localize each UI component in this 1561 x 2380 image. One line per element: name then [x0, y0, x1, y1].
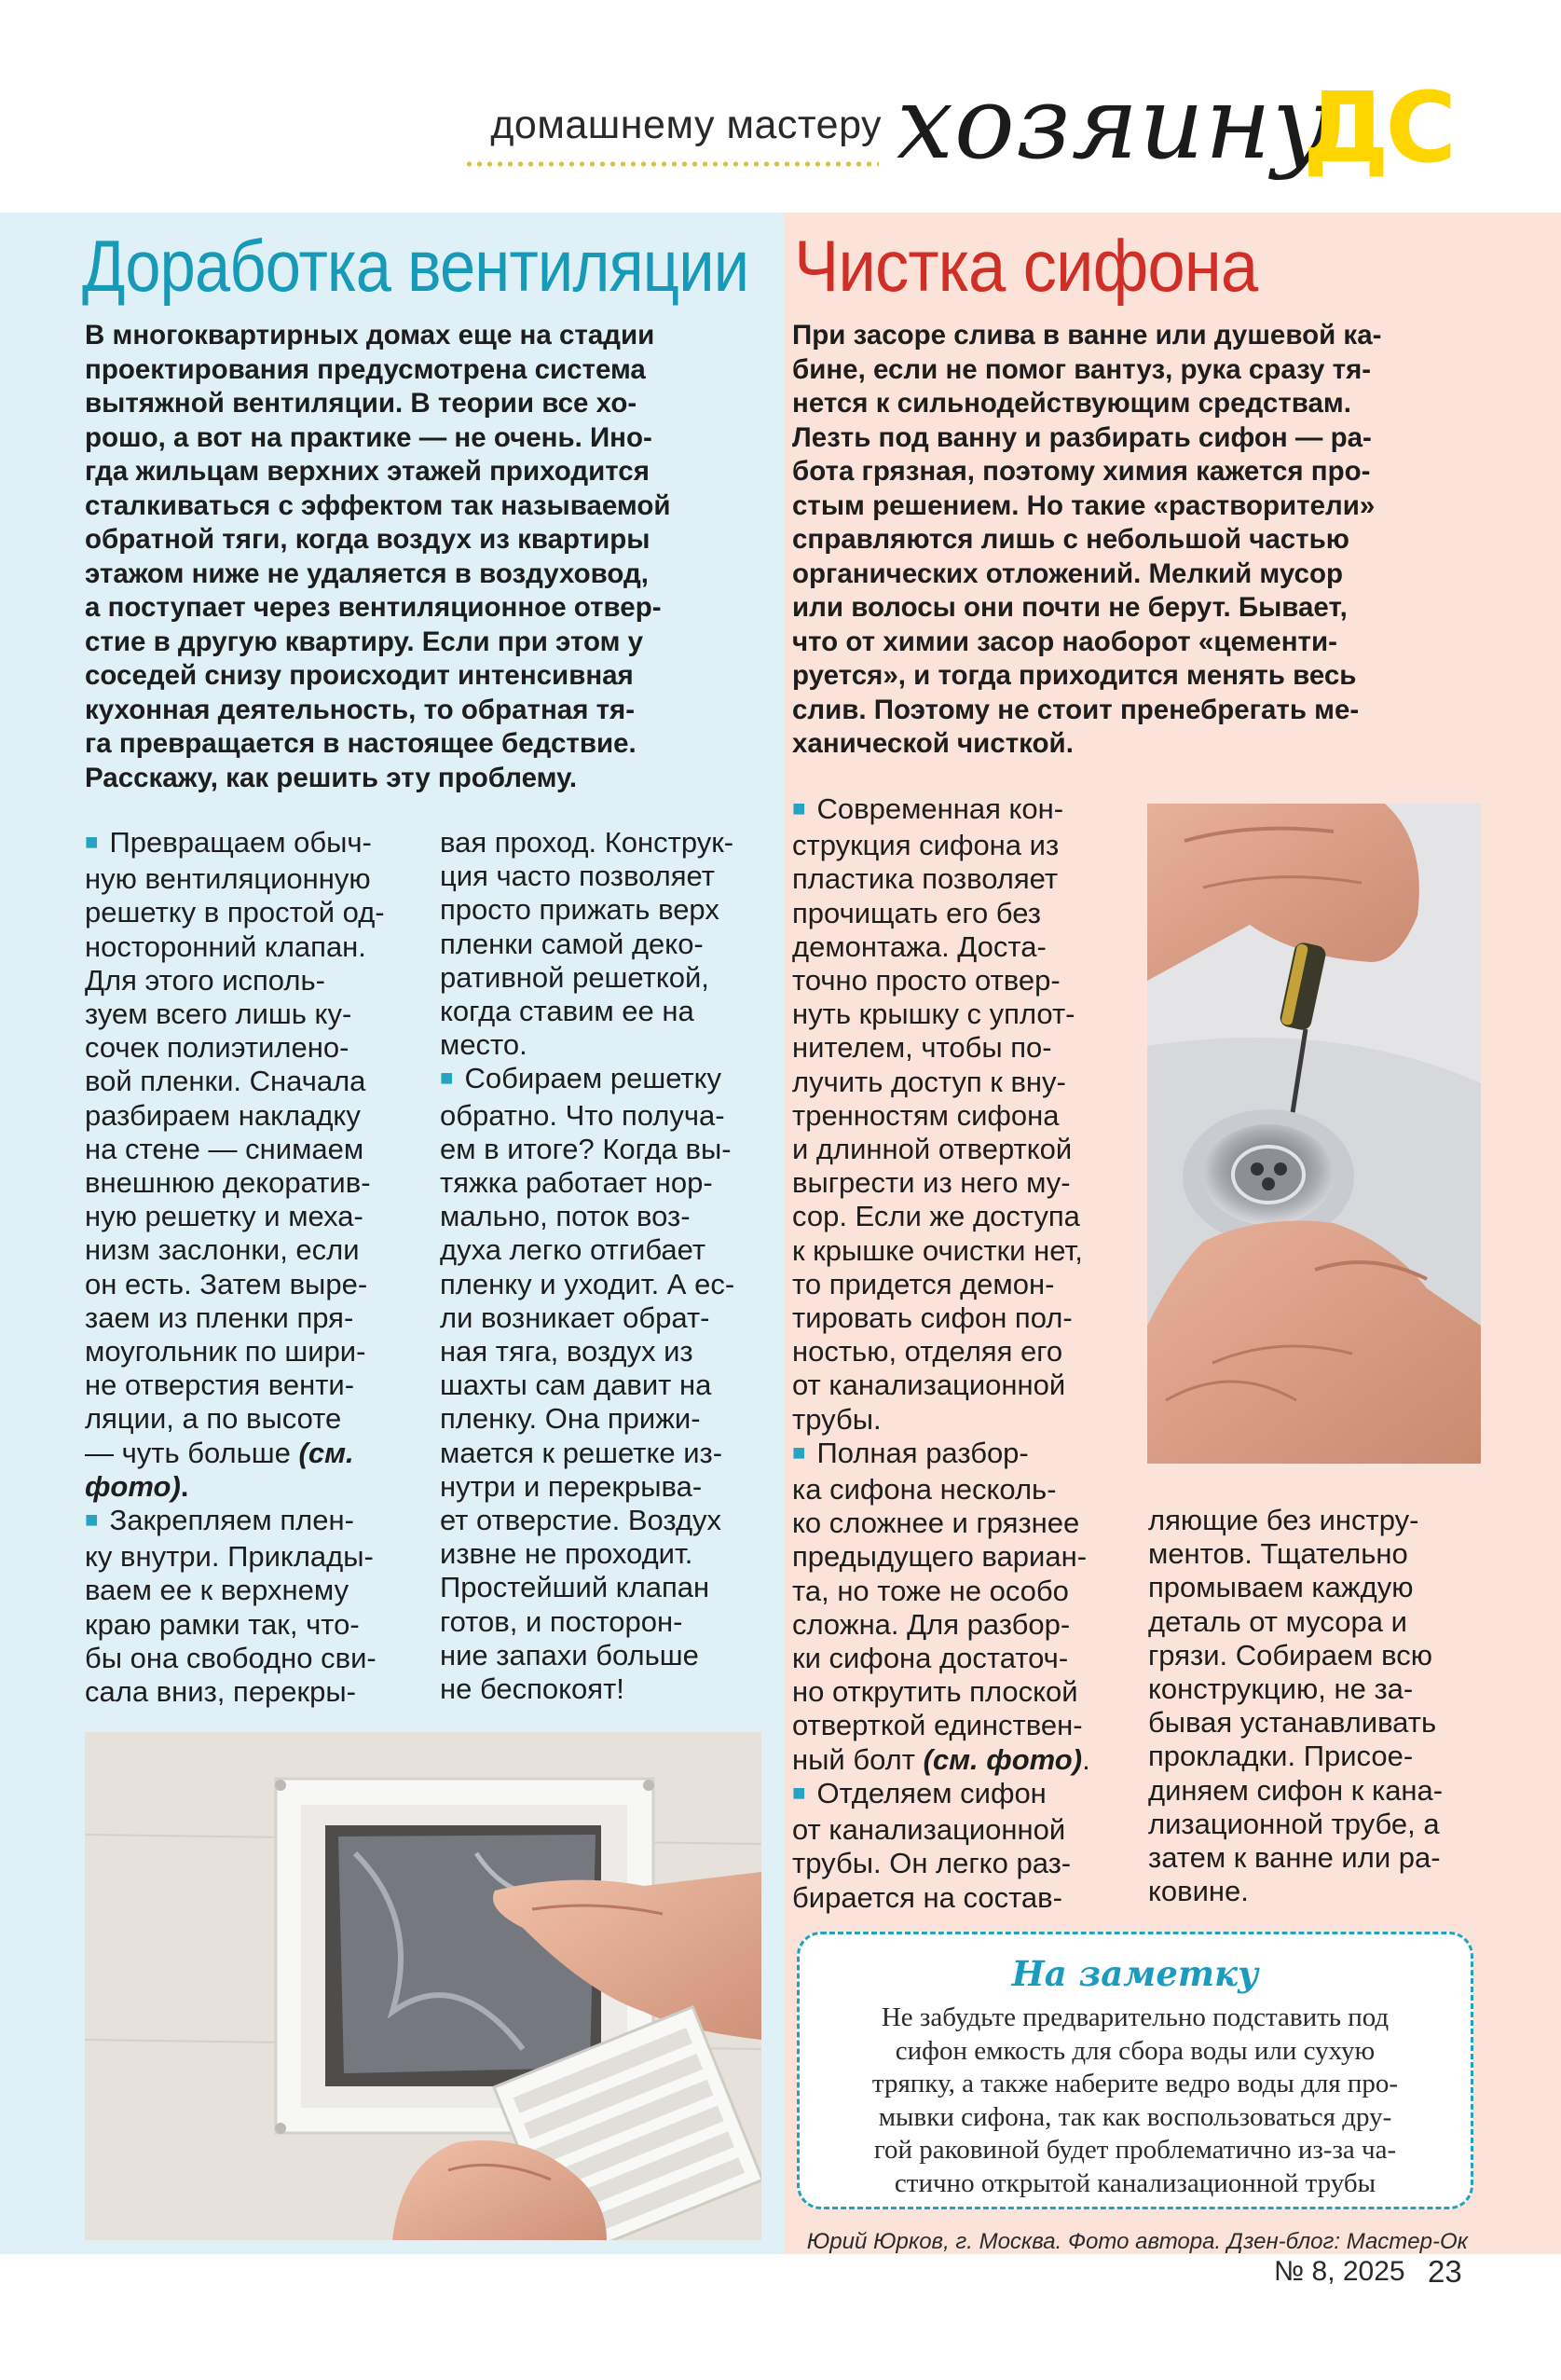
body-line: пленку. Она прижи- — [440, 1402, 701, 1436]
body-line: бы она свободно сви- — [85, 1641, 377, 1674]
body-line: ка сифона несколь- — [792, 1473, 1057, 1506]
body-line: лучить доступ к вну- — [792, 1065, 1066, 1098]
lead-line: или волосы они почти не берут. Бывает, — [792, 592, 1348, 623]
body-line: извне не проходит. — [440, 1537, 693, 1571]
body-line: и длинной отверткой — [792, 1133, 1073, 1166]
lead-line: а поступает через вентиляционное отвер- — [85, 592, 662, 623]
body-line: грязи. Собираем всю — [1148, 1638, 1432, 1672]
square-bullet-icon: ■ — [85, 830, 99, 855]
body-line: пластика позволяет — [792, 862, 1059, 896]
lead-line: Расскажу, как решить эту проблему. — [85, 762, 578, 793]
tip-line: гой раковиной будет проблематично из-за ча- — [873, 2135, 1397, 2165]
lead-line: бота грязная, поэтому химия кажется про- — [792, 456, 1371, 487]
body-line: Превращаем обыч- — [109, 826, 372, 859]
body-line: носторонний клапан. — [85, 929, 366, 963]
lead-line: В многоквартирных домах еще на стадии — [85, 320, 655, 351]
body-line: струкция сифона из — [792, 829, 1060, 862]
body-line: ративной решеткой, — [440, 960, 709, 994]
body-line: деталь от мусора и — [1148, 1604, 1407, 1638]
see-photo-tail: . — [1082, 1742, 1090, 1776]
see-photo-ref: (см. фото) — [923, 1742, 1083, 1776]
body-line: низм заслонки, если — [85, 1233, 360, 1267]
tip-text — [818, 2002, 1452, 2200]
author-credit: Юрий Юрков, г. Москва. Фото автора. Дзен-блог: Мастер-Ок — [806, 2229, 1468, 2254]
body-line: ли возникает обрат- — [440, 1300, 710, 1334]
body-line: бирается на состав- — [792, 1880, 1062, 1914]
lead-line: этажом ниже не удаляется в воздуховод, — [85, 557, 649, 589]
body-line: ваем ее к верхнему — [85, 1574, 349, 1607]
body-line: ем в итоге? Когда вы- — [440, 1132, 732, 1165]
body-line: ку внутри. Приклады- — [85, 1540, 374, 1574]
body-line: Для этого исполь- — [85, 963, 325, 997]
left-article-title: Доработка вентиляции — [82, 225, 749, 307]
body-line: не беспокоят! — [440, 1672, 624, 1706]
lead-line: стие в другую квартиру. Если при этом у — [85, 626, 644, 657]
see-photo-tail: . — [180, 1469, 189, 1503]
body-line: шахты сам давит на — [440, 1369, 712, 1402]
body-line: ляции, а по высоте — [85, 1402, 342, 1436]
body-line: нуть крышку с уплот- — [792, 997, 1075, 1031]
body-line: ная тяга, воздух из — [440, 1335, 693, 1369]
body-line: внешнюю декоратив- — [85, 1166, 371, 1200]
dotted-underline — [464, 160, 879, 168]
body-line: Закрепляем плен- — [109, 1504, 354, 1537]
sink-drain-photo — [1147, 804, 1481, 1464]
tip-line: стично открытой канализационной трубы — [894, 2167, 1376, 2198]
right-article-column-1 — [792, 792, 1120, 1915]
body-line: ки сифона достаточ- — [792, 1642, 1069, 1675]
body-line: ние запахи больше — [440, 1638, 699, 1672]
lead-line: ханической чисткой. — [792, 728, 1074, 759]
sink-drain-illustration — [1147, 804, 1481, 1464]
body-line: Полная разбор- — [816, 1436, 1029, 1469]
square-bullet-icon: ■ — [440, 1066, 454, 1092]
square-bullet-icon: ■ — [792, 796, 806, 821]
body-line: мается к решетке из- — [440, 1436, 723, 1469]
body-line: та, но тоже не особо — [792, 1574, 1069, 1607]
body-line: сала вниз, перекры- — [85, 1675, 356, 1709]
body-line: ную вентиляционную — [85, 862, 371, 896]
body-line: трубы. Он легко раз- — [792, 1847, 1072, 1880]
body-line: предыдущего вариан- — [792, 1540, 1088, 1574]
lead-line: слив. Поэтому не стоит пренебрегать ме- — [792, 694, 1360, 725]
body-line: отверткой единствен- — [792, 1709, 1083, 1742]
body-line: решетку в простой од- — [85, 896, 385, 929]
body-line: точно просто отвер- — [792, 964, 1061, 997]
see-photo-ref: фото) — [85, 1469, 181, 1503]
body-line: когда ставим ее на — [440, 995, 694, 1028]
square-bullet-icon: ■ — [85, 1507, 99, 1534]
body-line: готов, и посторон- — [440, 1604, 683, 1638]
lead-line: рошо, а вот на практике — не очень. Ино- — [85, 421, 652, 453]
body-line: конструкцию, не за- — [1148, 1672, 1414, 1706]
body-line: заем из пленки пря- — [85, 1300, 354, 1334]
body-line: пленку и уходит. А ес- — [440, 1267, 735, 1300]
body-line: ко сложнее и грязнее — [792, 1506, 1080, 1540]
tip-line: мывки сифона, так как воспользоваться дру- — [878, 2101, 1392, 2132]
lead-line: органических отложений. Мелкий мусор — [792, 557, 1343, 589]
see-photo-ref: (см. — [298, 1436, 354, 1469]
body-line: Простейший клапан — [440, 1571, 710, 1604]
body-line: но открутить плоской — [792, 1675, 1078, 1709]
body-line: краю рамки так, что- — [85, 1607, 360, 1641]
body-line: тировать сифон пол- — [792, 1301, 1073, 1335]
tip-line: сифон емкость для сбора воды или сухую — [895, 2035, 1376, 2066]
body-line: диняем сифон к кана- — [1148, 1773, 1444, 1807]
lead-line: справляются лишь с небольшой частью — [792, 524, 1349, 555]
body-line: лизационной трубе, а — [1148, 1807, 1440, 1840]
body-line: просто прижать верх — [440, 893, 719, 927]
body-line: мально, поток воз- — [440, 1200, 691, 1233]
lead-line: руется», и тогда приходится менять весь — [792, 660, 1357, 691]
vent-grille-illustration — [85, 1732, 761, 2240]
lead-line: При засоре слива в ванне или душевой ка- — [792, 320, 1382, 351]
lead-line: что от химии засор наоборот «цементи- — [792, 626, 1337, 657]
body-line: духа легко отгибает — [440, 1233, 706, 1267]
body-line: выгрести из него му- — [792, 1166, 1071, 1200]
lead-line: обратной тяги, когда воздух из квартиры — [85, 524, 650, 555]
lead-line: бине, если не помог вантуз, рука сразу тя- — [792, 353, 1372, 385]
right-article-lead — [792, 319, 1472, 762]
lead-line: стым решением. Но такие «растворители» — [792, 489, 1376, 521]
lead-line: га превращается в настоящее бедствие. — [85, 728, 637, 759]
body-line: он есть. Затем выре- — [85, 1267, 368, 1300]
body-line: от канализационной — [792, 1369, 1066, 1402]
vent-grille-photo — [85, 1732, 761, 2240]
body-line: вая проход. Конструк- — [440, 826, 734, 859]
body-line: ностью, отделяя его — [792, 1335, 1063, 1369]
body-line: — чуть больше — [85, 1436, 291, 1469]
body-line: затем к ванне или ра- — [1148, 1841, 1441, 1875]
left-article-column-2 — [440, 826, 768, 1706]
right-article-column-2 — [1148, 1504, 1476, 1908]
body-line: ковине. — [1148, 1875, 1249, 1908]
lead-line: кухонная деятельность, то обратная тя- — [85, 694, 636, 725]
body-line: обратно. Что получа- — [440, 1098, 725, 1132]
body-line: к крышке очистки нет, — [792, 1233, 1083, 1267]
magazine-logo: ДС — [1303, 71, 1453, 185]
body-line: ет отверстие. Воздух — [440, 1504, 722, 1537]
body-line: ную решетку и меха- — [85, 1200, 363, 1233]
body-line: пленки самой деко- — [440, 927, 704, 960]
body-line: тренностям сифона — [792, 1098, 1060, 1132]
tip-line: Не забудьте предварительно подставить под — [881, 2002, 1390, 2032]
body-line: ляющие без инстру- — [1148, 1504, 1419, 1536]
body-line: Собираем решетку — [464, 1062, 722, 1095]
body-line: разбираем накладку — [85, 1098, 361, 1132]
body-line: от канализационной — [792, 1813, 1066, 1847]
magazine-title: хозяину — [897, 65, 1332, 182]
lead-line: соседей снизу происходит интенсивная — [85, 660, 634, 691]
left-article-lead — [85, 319, 760, 795]
square-bullet-icon: ■ — [792, 1439, 806, 1465]
lead-line: вытяжной вентиляции. В теории все хо- — [85, 388, 637, 419]
lead-line: сталкиваться с эффектом так называемой — [85, 489, 671, 521]
issue-number: № 8, 2025 — [1274, 2256, 1405, 2287]
body-line: ный болт — [792, 1742, 915, 1776]
square-bullet-icon: ■ — [792, 1780, 806, 1806]
section-label: домашнему мастеру — [490, 103, 882, 147]
page-number: 23 — [1428, 2254, 1462, 2289]
body-line: тяжка работает нор- — [440, 1166, 713, 1200]
body-line: прочищать его без — [792, 896, 1041, 929]
body-line: Современная кон- — [816, 792, 1064, 825]
tip-line: тряпку, а также наберите ведро воды для про- — [871, 2069, 1399, 2098]
left-article-column-1 — [85, 826, 413, 1709]
body-line: ментов. Тщательно — [1148, 1537, 1408, 1571]
body-line: нителем, чтобы по- — [792, 1031, 1052, 1065]
body-line: вой пленки. Сначала — [85, 1065, 366, 1098]
body-line: место. — [440, 1028, 527, 1062]
body-line: не отверстия венти- — [85, 1369, 355, 1402]
body-line: трубы. — [792, 1402, 882, 1436]
body-line: на стене — снимаем — [85, 1132, 364, 1165]
body-line: ция часто позволяет — [440, 860, 715, 893]
body-line: сложна. Для разбор- — [792, 1607, 1071, 1641]
body-line: сор. Если же доступа — [792, 1200, 1080, 1233]
lead-line: проектирования предусмотрена система — [85, 353, 646, 385]
body-line: демонтажа. Доста- — [792, 929, 1047, 963]
body-line: нутри и перекрыва- — [440, 1469, 703, 1503]
body-line: бывая устанавливать — [1148, 1706, 1437, 1740]
right-article-title: Чистка сифона — [794, 225, 1258, 307]
body-line: сочек полиэтилено- — [85, 1031, 349, 1065]
tip-box — [797, 1932, 1473, 2209]
lead-line: нется к сильнодействующим средствам. — [792, 388, 1351, 419]
tip-title: На заметку — [1011, 1953, 1259, 1994]
body-line: моугольник по шири- — [85, 1335, 366, 1369]
lead-line: гда жильцам верхних этажей приходится — [85, 456, 650, 487]
body-line: прокладки. Присое- — [1148, 1740, 1414, 1773]
body-line: то придется демон- — [792, 1267, 1055, 1300]
body-line: зуем всего лишь ку- — [85, 997, 352, 1031]
body-line: Отделяем сифон — [816, 1776, 1047, 1809]
body-line: промываем каждую — [1148, 1571, 1414, 1604]
lead-line: Лезть под ванну и разбирать сифон — ра- — [792, 421, 1372, 453]
